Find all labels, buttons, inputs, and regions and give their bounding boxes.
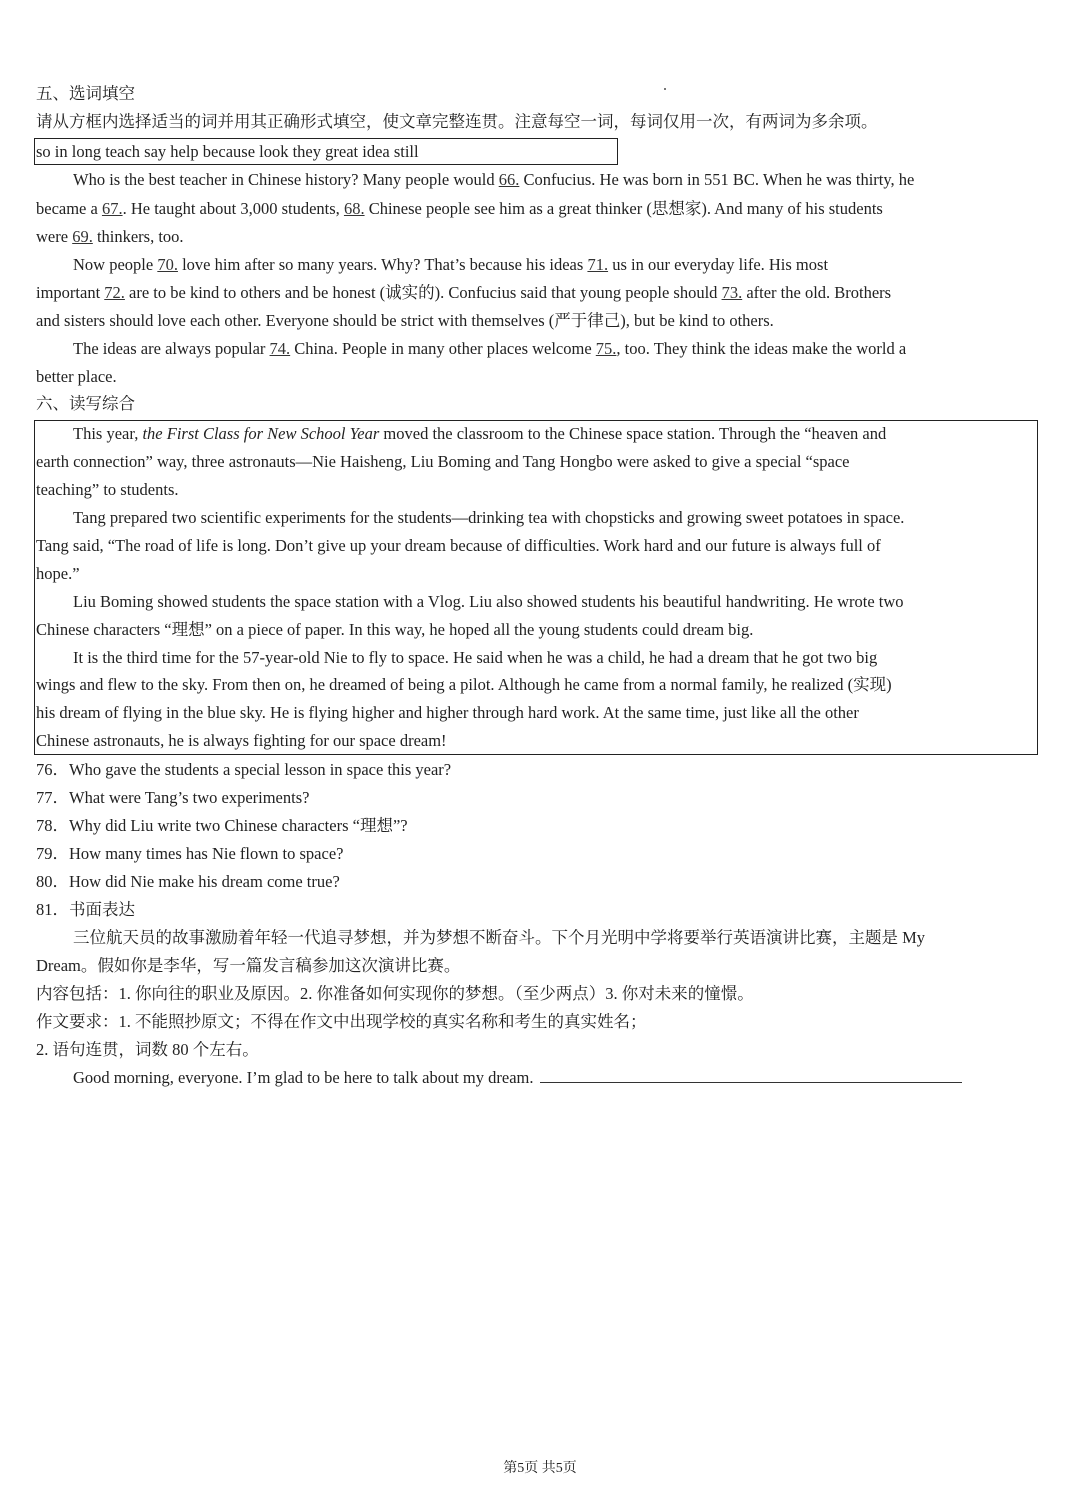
passage-line-2: earth connection” way, three astronauts—Nie Haisheng, Liu Boming and Tang Hongbo were asked to give a special “space [36, 452, 850, 471]
answer-line[interactable] [540, 1068, 962, 1083]
cloze-line-2: became a 67.. He taught about 3,000 students, 68. Chinese people see him as a great thinker (思想家). And many of his students [36, 199, 883, 218]
cloze-line-8: better place. [36, 367, 117, 386]
word-box-text: so in long teach say help because look they great idea still [36, 142, 419, 161]
section-5-instruction: 请从方框内选择适当的词并用其正确形式填空，使文章完整连贯。注意每空一词，每词仅用一次，有两词为多余项。 [36, 112, 878, 131]
question-81: 81．书面表达 [36, 900, 135, 919]
cloze-line-7: The ideas are always popular 74. China. People in many other places welcome 75., too. They think the ideas make the world a [73, 339, 907, 358]
writing-content: 内容包括：1. 你向往的职业及原因。2. 你准备如何实现你的梦想。（至少两点）3. 你对未来的憧憬。 [36, 984, 754, 1003]
writing-prompt-2: Dream。假如你是李华，写一篇发言稿参加这次演讲比赛。 [36, 956, 461, 975]
passage-line-5: Tang said, “The road of life is long. Don’t give up your dream because of difficulties. Work hard and our future is always full of [36, 536, 881, 555]
cloze-line-6: and sisters should love each other. Everyone should be strict with themselves (严于律己), but be kind to others. [36, 311, 774, 330]
blank-75[interactable]: 75. [595, 339, 617, 358]
passage-line-6: hope.” [36, 564, 80, 583]
passage-line-11: his dream of flying in the blue sky. He is flying higher and higher through hard work. At the same time, just like all the other [36, 703, 859, 722]
question-79: 79．How many times has Nie flown to space? [36, 844, 344, 863]
cloze-line-5: important 72. are to be kind to others and be honest (诚实的). Confucius said that young people should 73. after the old. Brothers [36, 283, 892, 302]
passage-line-9: It is the third time for the 57-year-old Nie to fly to space. He said when he was a child, he had a dream that he got two big [73, 648, 878, 667]
passage-line-7: Liu Boming showed students the space station with a Vlog. Liu also showed students his beautiful handwriting. He wrote two [73, 592, 904, 611]
writing-prompt-1: 三位航天员的故事激励着年轻一代追寻梦想，并为梦想不断奋斗。下个月光明中学将要举行英语演讲比赛，主题是 My [73, 928, 926, 947]
cloze-line-3: were 69. thinkers, too. [36, 227, 184, 246]
writing-requirement-2: 2. 语句连贯，词数 80 个左右。 [36, 1040, 259, 1059]
passage-line-10: wings and flew to the sky. From then on, he dreamed of being a pilot. Although he came from a normal family, he realized (实现) [36, 675, 892, 694]
passage-line-1: This year, the First Class for New School Year moved the classroom to the Chinese space station. Through the “heaven and [73, 424, 887, 443]
passage-line-12: Chinese astronauts, he is always fighting for our space dream! [36, 731, 447, 750]
blank-69[interactable]: 69. [72, 227, 93, 246]
passage-line-3: teaching” to students. [36, 480, 179, 499]
blank-72[interactable]: 72. [104, 283, 125, 302]
passage-line-8: Chinese characters “理想” on a piece of paper. In this way, he hoped all the young students could dream big. [36, 620, 754, 639]
question-77: 77．What were Tang’s two experiments? [36, 788, 310, 807]
cloze-line-4: Now people 70. love him after so many years. Why? That’s because his ideas 71. us in our everyday life. His most [73, 255, 829, 274]
blank-71[interactable]: 71. [587, 255, 609, 274]
blank-73[interactable]: 73. [721, 283, 743, 302]
section-6-title: 六、读写综合 [36, 394, 135, 413]
writing-start: Good morning, everyone. I’m glad to be here to talk about my dream. [36, 1064, 1050, 1092]
writing-requirement-1: 作文要求：1. 不能照抄原文；不得在作文中出现学校的真实名称和考生的真实姓名； [36, 1012, 647, 1031]
passage-line-4: Tang prepared two scientific experiments for the students—drinking tea with chopsticks and growing sweet potatoes in space. [73, 508, 905, 527]
question-80: 80．How did Nie make his dream come true? [36, 872, 340, 891]
question-78: 78．Why did Liu write two Chinese characters “理想”? [36, 816, 408, 835]
question-76: 76．Who gave the students a special lesson in space this year? [36, 760, 452, 779]
cloze-line-1: Who is the best teacher in Chinese history? Many people would 66. Confucius. He was born in 551 BC. When he was thirty, he [73, 170, 915, 189]
page-footer: 第5页 共5页 [503, 1461, 577, 1476]
section-5-title: 五、选词填空 [36, 84, 135, 103]
blank-70[interactable]: 70. [157, 255, 178, 274]
blank-68[interactable]: 68. [343, 199, 365, 218]
blank-74[interactable]: 74. [269, 339, 291, 358]
blank-67[interactable]: 67. [101, 199, 123, 218]
blank-66[interactable]: 66. [498, 170, 520, 189]
